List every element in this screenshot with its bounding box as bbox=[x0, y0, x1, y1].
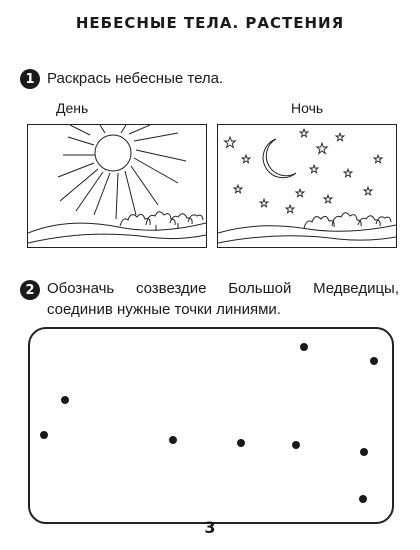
stars-icon bbox=[225, 129, 383, 213]
night-landscape-drawing bbox=[218, 125, 396, 247]
constellation-dots bbox=[30, 329, 392, 522]
day-landscape-drawing bbox=[28, 125, 206, 247]
star-dot bbox=[360, 448, 368, 456]
star-dot bbox=[61, 396, 69, 404]
night-label: Ночь bbox=[291, 100, 324, 116]
task-1-instruction: Раскрась небесные тела. bbox=[47, 70, 224, 87]
page-number: 3 bbox=[204, 518, 216, 537]
sun-icon bbox=[95, 135, 131, 171]
day-label: День bbox=[56, 100, 89, 116]
task-2-instruction bbox=[47, 278, 399, 320]
night-picture-frame[interactable] bbox=[217, 124, 397, 248]
task-2-number-badge: 2 bbox=[20, 280, 40, 300]
day-picture-frame[interactable] bbox=[27, 124, 207, 248]
star-dot bbox=[359, 495, 367, 503]
star-dot bbox=[370, 357, 378, 365]
star-dot bbox=[292, 441, 300, 449]
moon-icon bbox=[263, 139, 296, 178]
star-dot bbox=[40, 431, 48, 439]
constellation-dots-box[interactable] bbox=[28, 327, 394, 524]
star-dot bbox=[300, 343, 308, 351]
task-2-instruction-line-1: Обозначь созвездие Большой Медведицы, bbox=[47, 280, 399, 297]
star-dot bbox=[169, 436, 177, 444]
page-title: НЕБЕСНЫЕ ТЕЛА. РАСТЕНИЯ bbox=[75, 14, 345, 32]
star-dot bbox=[237, 439, 245, 447]
task-1-number-badge: 1 bbox=[20, 69, 40, 89]
task-2-instruction-line-2: соединив нужные точки линиями. bbox=[47, 301, 281, 318]
